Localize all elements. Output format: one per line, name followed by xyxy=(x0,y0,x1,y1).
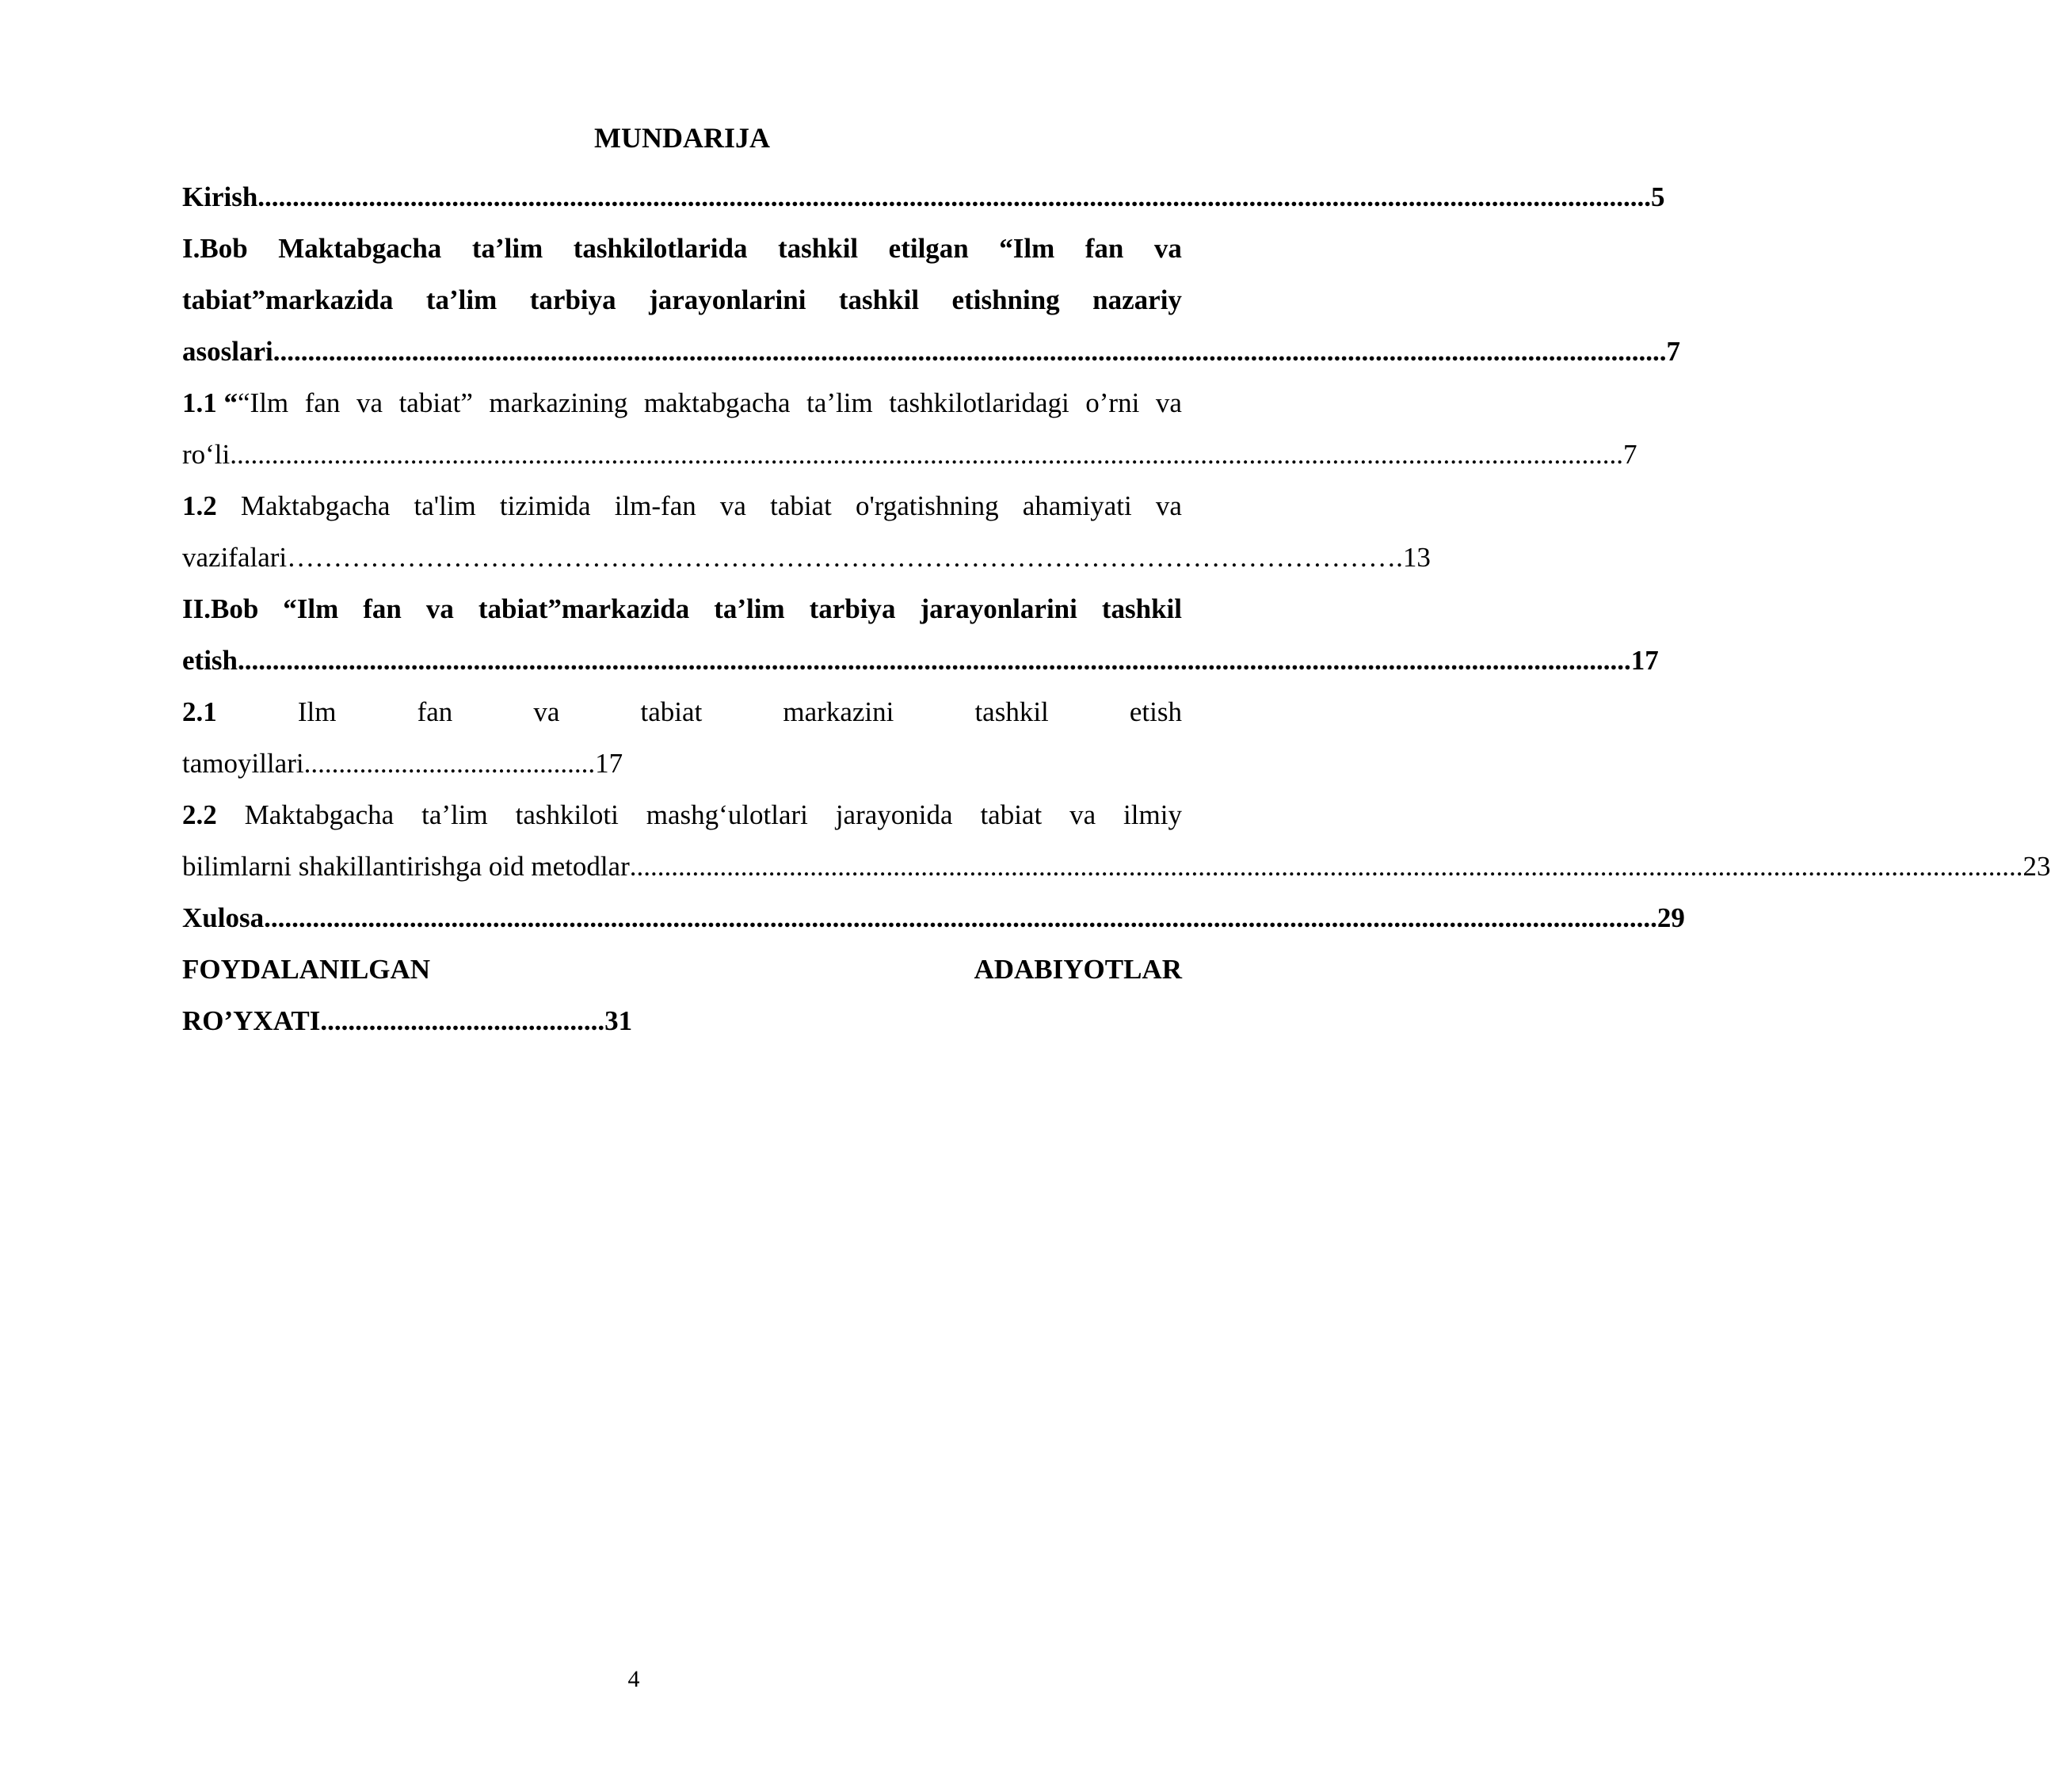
toc-word: tashkil xyxy=(838,284,920,315)
toc-word: ta’lim xyxy=(714,593,785,624)
toc-entry-text: ro‘li xyxy=(182,439,231,470)
dot-leader: ......................................................................................................................................................................................................... xyxy=(273,336,1667,367)
toc-word: va xyxy=(533,696,560,727)
dot-leader: ......................................................................................................................................................................................................... xyxy=(264,902,1657,933)
toc-entry-xulosa[interactable] xyxy=(182,892,1685,944)
toc-page-number: 7 xyxy=(1623,439,1637,470)
toc-entry-section-1-1-line-1[interactable] xyxy=(182,377,1182,429)
toc-word: o'rgatishning xyxy=(855,490,999,521)
toc-word: fan xyxy=(363,593,402,624)
toc-word: va xyxy=(1153,233,1182,264)
toc-word: o’rni xyxy=(1085,387,1140,418)
toc-word: fan xyxy=(417,696,453,727)
toc-page-number-value: 13 xyxy=(1402,542,1431,573)
toc-entry-section-2-1-line-1[interactable] xyxy=(182,686,1182,738)
toc-word: markazining xyxy=(489,387,628,418)
toc-word: tabiat” xyxy=(398,387,473,418)
toc-word: ta’lim xyxy=(421,799,488,830)
toc-word: Maktabgacha xyxy=(278,233,442,264)
toc-entry-chapter-1-line-2[interactable] xyxy=(182,274,1182,326)
toc-word: va xyxy=(719,490,746,521)
toc-word: tashkil xyxy=(1101,593,1182,624)
toc-word: tabiat xyxy=(640,696,703,727)
toc-page-number: 29 xyxy=(1656,902,1685,933)
toc-word: tabiat”markazida xyxy=(478,593,690,624)
toc-entry-section-2-2-line-2[interactable] xyxy=(182,841,2051,892)
toc-page-number: 23 xyxy=(2022,851,2051,882)
toc-word: ta’lim xyxy=(806,387,873,418)
dot-leader: ......................................................................................................................................................................................................... xyxy=(629,851,2023,882)
toc-page-number: 17 xyxy=(595,748,623,779)
toc-word: jarayonida xyxy=(835,799,953,830)
toc-page-number: .13 xyxy=(1396,542,1431,573)
toc-word: Maktabgacha xyxy=(244,799,395,830)
toc-word: tashkiloti xyxy=(515,799,619,830)
toc-word: fan xyxy=(304,387,341,418)
toc-word: fan xyxy=(1085,233,1124,264)
toc-word: “Ilm xyxy=(238,387,289,418)
section-number: 2.1 xyxy=(182,696,217,727)
dot-leader: ………………………………………………………………………………………………………… xyxy=(287,542,1397,573)
toc-entry-section-2-1-line-2[interactable] xyxy=(182,738,1182,789)
toc-word: tashkil xyxy=(974,696,1049,727)
toc-word xyxy=(182,377,288,429)
toc-entry-text: Xulosa xyxy=(182,902,265,933)
toc-entry-kirish[interactable] xyxy=(182,171,1665,223)
toc-entry-text: asoslari xyxy=(182,336,273,367)
toc-word: va xyxy=(1069,799,1096,830)
toc-word: markazini xyxy=(783,696,894,727)
toc-word: etishning xyxy=(951,284,1060,315)
toc-word: etish xyxy=(1129,696,1182,727)
toc-word: “Ilm xyxy=(999,233,1055,264)
toc-entry-text: etish xyxy=(182,645,238,676)
toc-word: tashkil xyxy=(778,233,859,264)
toc-page-number: 5 xyxy=(1651,181,1665,212)
dot-leader: ......................................................................................................................................................................................................... xyxy=(257,181,1652,212)
toc-word: “Ilm xyxy=(283,593,339,624)
toc-word: FOYDALANILGAN xyxy=(182,954,431,985)
toc-word: tizimida xyxy=(499,490,591,521)
toc-word: ahamiyati xyxy=(1022,490,1132,521)
toc-entry-chapter-2-line-2[interactable] xyxy=(182,635,1659,686)
toc-word: etilgan xyxy=(888,233,969,264)
toc-word: jarayonlarini xyxy=(649,284,806,315)
toc-word: Maktabgacha xyxy=(240,490,391,521)
toc-entry-references-line-1[interactable] xyxy=(182,944,1182,995)
toc-word: tarbiya xyxy=(529,284,616,315)
toc-word: Ilm xyxy=(297,696,337,727)
toc-word: tabiat”markazida xyxy=(182,284,394,315)
dot-leader: .......................................... xyxy=(303,748,596,779)
toc-word: II.Bob xyxy=(182,593,259,624)
toc-word: ADABIYOTLAR xyxy=(974,954,1182,985)
toc-word: maktabgacha xyxy=(643,387,791,418)
toc-word: tashkilotlarida xyxy=(573,233,748,264)
open-quote: “ xyxy=(223,387,238,418)
toc-word: jarayonlarini xyxy=(920,593,1077,624)
toc-word: ilm-fan xyxy=(614,490,696,521)
page-number: 4 xyxy=(627,1666,640,1692)
toc-entry-chapter-1-line-3[interactable] xyxy=(182,326,1680,377)
toc-entry-section-1-1-line-2[interactable] xyxy=(182,429,1637,480)
dot-leader: ......................................... xyxy=(320,1005,605,1036)
toc-entry-references-line-2[interactable] xyxy=(182,995,1182,1047)
dot-leader: ......................................................................................................................................................................................................... xyxy=(238,645,1631,676)
toc-word: va xyxy=(356,387,383,418)
toc-entry-section-1-2-line-1[interactable] xyxy=(182,480,1182,532)
toc-word: tarbiya xyxy=(809,593,896,624)
toc-entry-section-2-2-line-1[interactable] xyxy=(182,789,1182,841)
page-title: MUNDARIJA xyxy=(594,122,770,154)
toc-page-number: 31 xyxy=(604,1005,633,1036)
toc-entry-chapter-1-line-1[interactable] xyxy=(182,223,1182,274)
section-number: 1.2 xyxy=(182,490,217,521)
toc-word: va xyxy=(1155,490,1182,521)
toc-page-number: 17 xyxy=(1630,645,1659,676)
toc-entry-text: vazifalari xyxy=(182,542,288,573)
toc-entry-chapter-2-line-1[interactable] xyxy=(182,583,1182,635)
toc-word: tabiat xyxy=(770,490,832,521)
toc-word: mashg‘ulotlari xyxy=(646,799,808,830)
toc-word: ilmiy xyxy=(1123,799,1182,830)
dot-leader: ......................................................................................................................................................................................................... xyxy=(230,439,1624,470)
toc-page-number: 7 xyxy=(1666,336,1680,367)
toc-word: tabiat xyxy=(980,799,1043,830)
toc-entry-text: Kirish xyxy=(182,181,258,212)
toc-word: va xyxy=(1155,387,1182,418)
toc-word: ta'lim xyxy=(414,490,476,521)
table-of-contents xyxy=(182,171,2051,1047)
toc-word: va xyxy=(425,593,454,624)
toc-word: I.Bob xyxy=(182,233,248,264)
section-number: 1.1 xyxy=(182,387,217,418)
toc-word: tashkilotlaridagi xyxy=(889,387,1069,418)
section-number: 2.2 xyxy=(182,799,217,830)
toc-entry-text: tamoyillari xyxy=(182,748,304,779)
toc-entry-section-1-2-line-2[interactable] xyxy=(182,532,1431,583)
toc-entry-text: RO’YXATI xyxy=(182,1005,321,1036)
toc-word: ta’lim xyxy=(425,284,498,315)
toc-word: nazariy xyxy=(1092,284,1182,315)
toc-entry-text: bilimlarni shakillantirishga oid metodlar xyxy=(182,851,630,882)
toc-word: ta’lim xyxy=(471,233,543,264)
